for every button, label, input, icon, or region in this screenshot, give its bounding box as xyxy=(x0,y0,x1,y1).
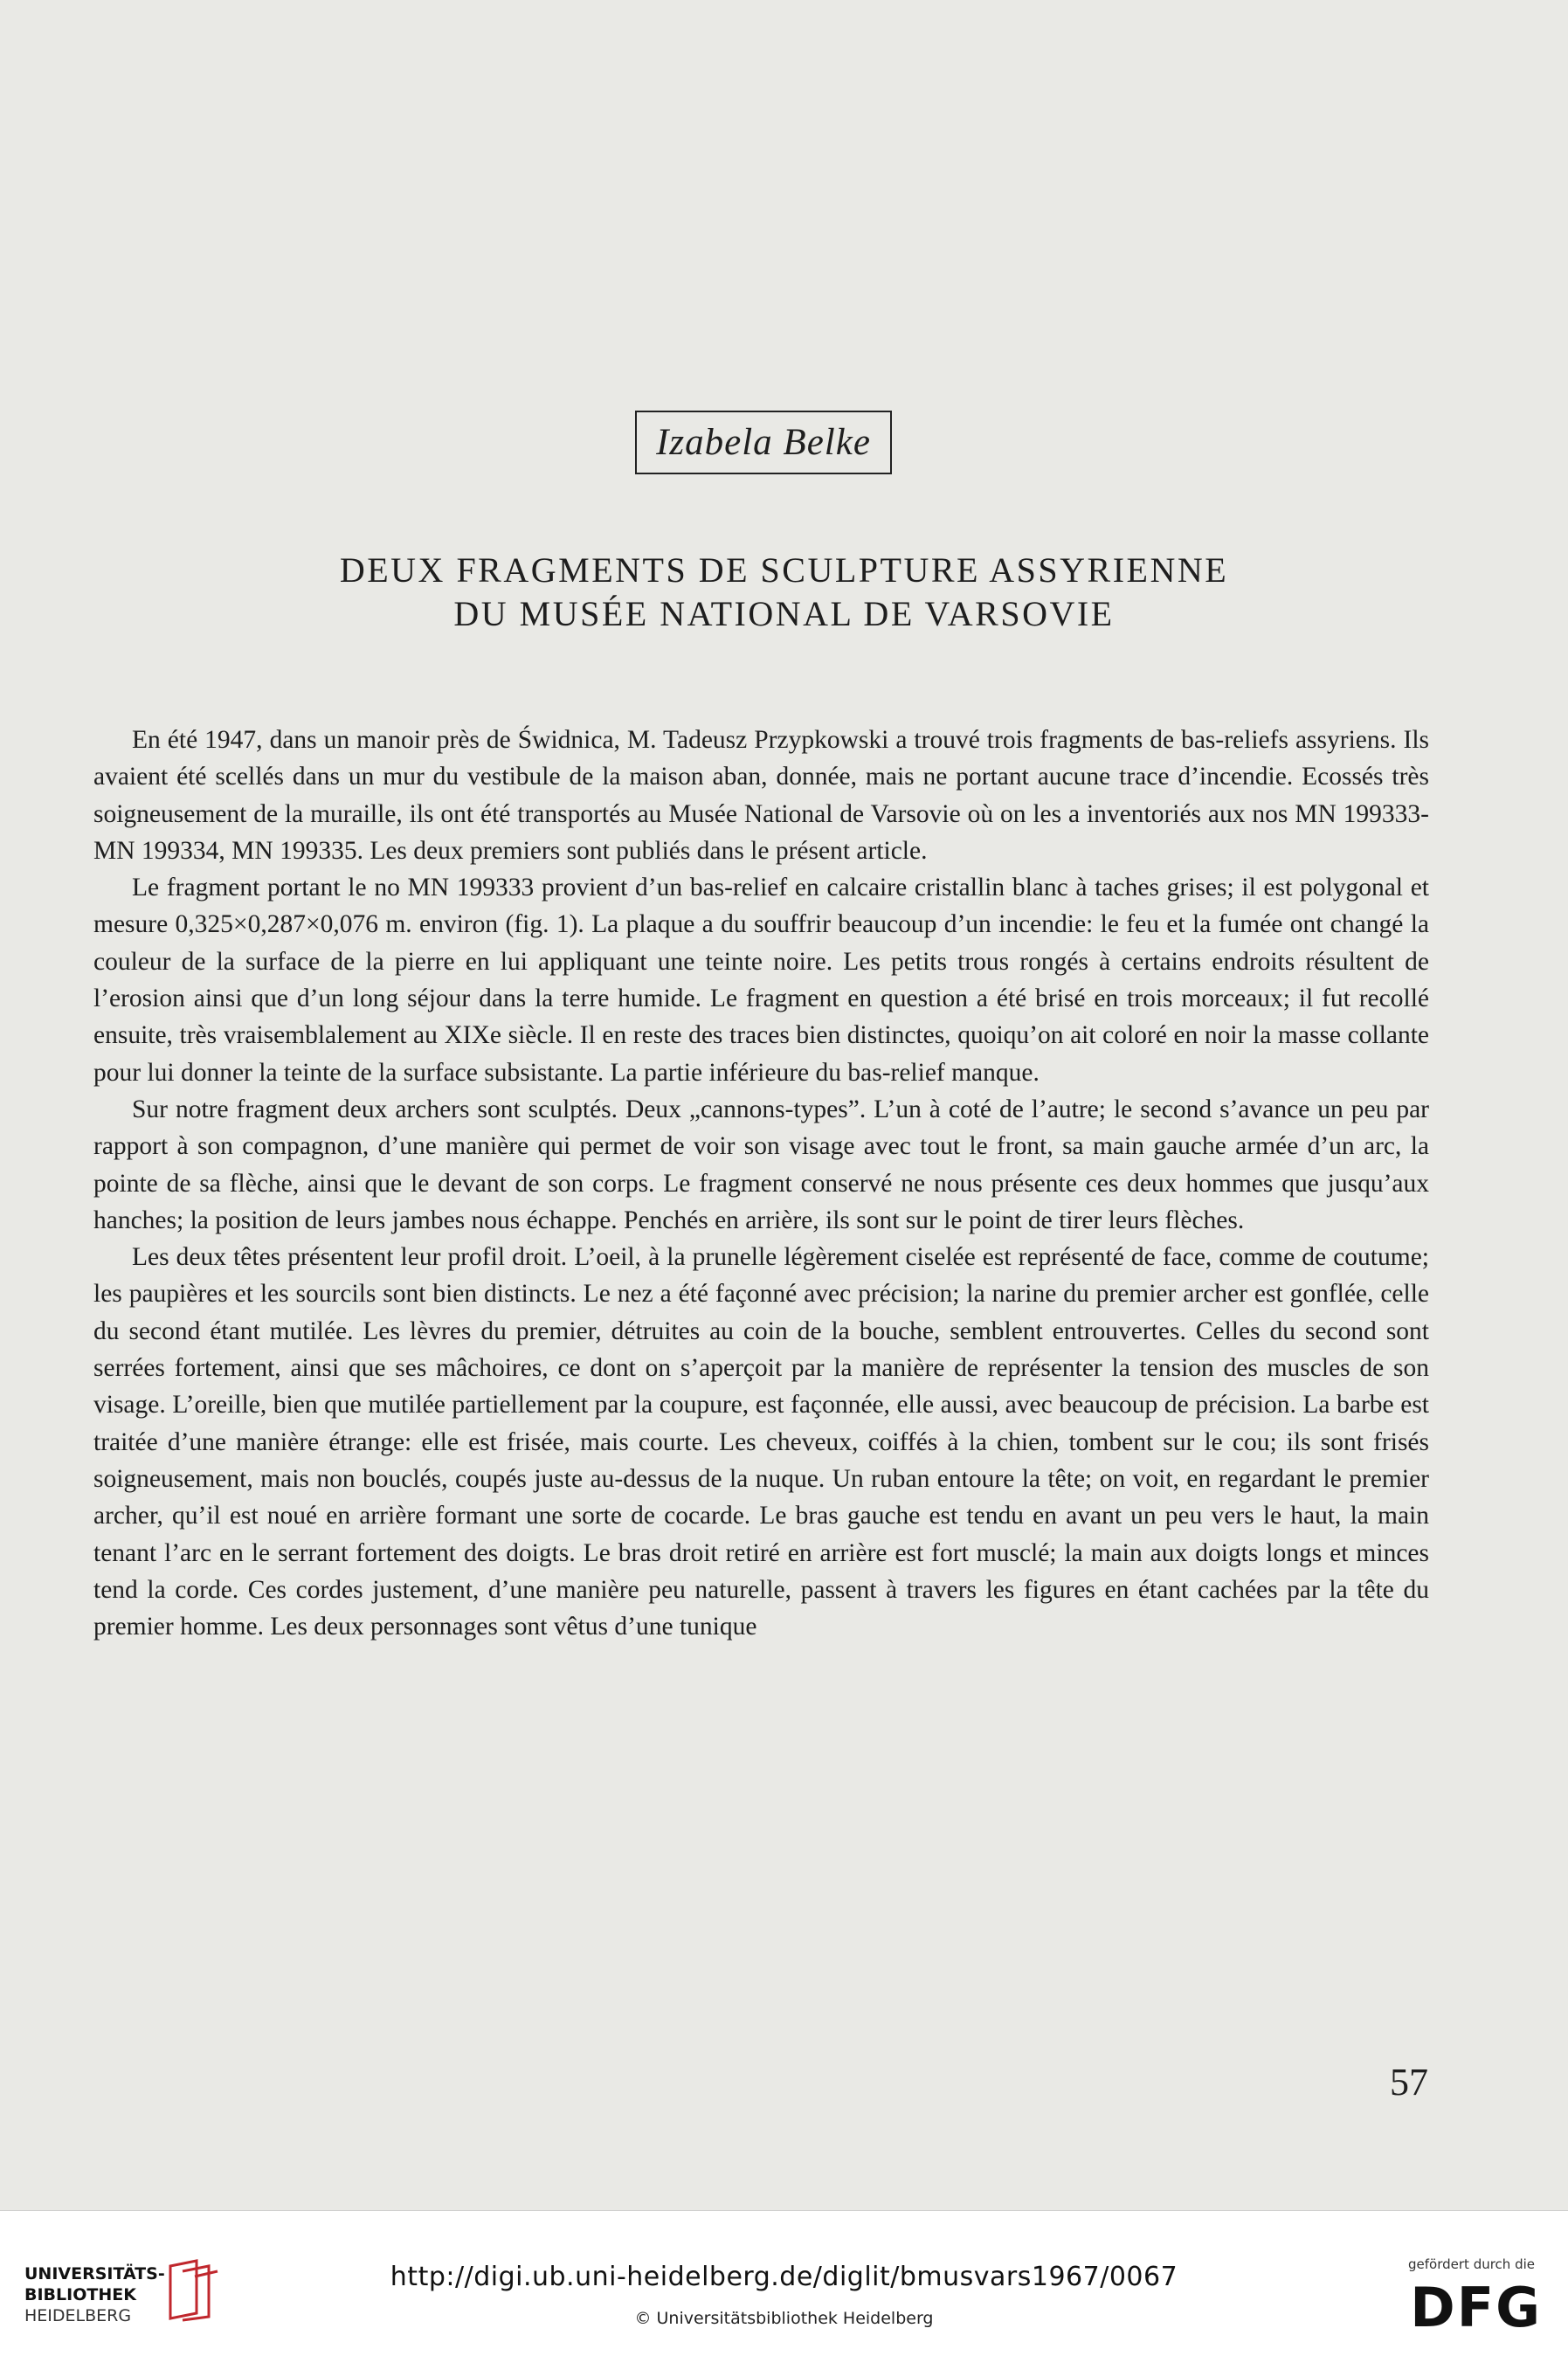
copyright-notice: © Universitätsbibliothek Heidelberg xyxy=(634,2309,934,2328)
funder-label: gefördert durch die xyxy=(1408,2256,1535,2272)
paragraph-3: Sur notre fragment deux archers sont sculptés. Deux „cannons-types”. L’un à coté de l’autre; le second s’avance un peu par rapport à son compagnon, d’une manière qui permet de voir son visage avec tout le front, sa main gauche armée d’un arc, la pointe de sa flèche, ainsi que le devant de son corps. Le fragment conservé ne nous présente ces deux hommes que jusqu’aux hanches; la position de leurs jambes nous échappe. Penchés en arrière, ils sont sur le point de tirer leurs flèches. xyxy=(93,1095,1429,1234)
dfg-logo: DFG xyxy=(1410,2276,1542,2339)
article-title xyxy=(0,549,1568,636)
title-line-2: DU MUSÉE NATIONAL DE VARSOVIE xyxy=(453,594,1115,633)
title-line-1: DEUX FRAGMENTS DE SCULPTURE ASSYRIENNE xyxy=(339,550,1229,590)
digitization-footer xyxy=(0,2210,1568,2356)
page-number: 57 xyxy=(1390,2061,1428,2104)
permalink[interactable]: http://digi.ub.uni-heidelberg.de/diglit/bmusvars1967/0067 xyxy=(390,2262,1178,2292)
library-line-1: UNIVERSITÄTS- xyxy=(24,2264,165,2283)
article-body xyxy=(93,722,1429,1645)
author-name: Izabela Belke xyxy=(635,411,892,474)
library-line-3: HEIDELBERG xyxy=(24,2306,132,2325)
library-line-2: BIBLIOTHEK xyxy=(24,2285,136,2304)
paragraph-2: Le fragment portant le no MN 199333 provient d’un bas-relief en calcaire cristallin blanc à taches grises; il est polygonal et mesure 0,325×0,287×0,076 m. environ (fig. 1). La plaque a du souffrir beaucoup d’un incendie: le feu et la fumée ont changé la couleur de la surface de la pierre en lui appliquant une teinte noire. Les petits trous rongés à certains endroits résultent de l’erosion ainsi que d’un long séjour dans la terre humide. Le fragment en question a été brisé en trois morceaux; il fut recollé ensuite, très vraisemblalement au XIXe siècle. Il en reste des traces bien distinctes, quoiqu’on ait coloré en noir la masse collante pour lui donner la teinte de la surface subsistante. La partie inférieure du bas-relief manque. xyxy=(93,874,1429,1087)
paragraph-4: Les deux têtes présentent leur profil droit. L’oeil, à la prunelle légèrement ciselée est représenté de face, comme de coutume; les paupières et les sourcils sont bien distincts. Le nez a été façonné avec précision; la narine du premier archer est gonflée, celle du second étant mutilée. Les lèvres du premier, détruites au coin de la bouche, semblent entrouvertes. Celles du second sont serrées fortement, ainsi que ses mâchoires, ce dont on s’aperçoit par la manière de représenter la tension des muscles de son visage. L’oreille, bien que mutilée partiellement par la coupure, est façonnée, elle aussi, avec beaucoup de précision. La barbe est traitée d’une manière étrange: elle est frisée, mais courte. Les cheveux, coiffés à la chien, tombent sur le cou; ils sont frisés soigneusement, mais non bouclés, coupés juste au-dessus de la nuque. Un ruban entoure la tête; on voit, en regardant le premier archer, qu’il est noué en arrière formant une sorte de cocarde. Le bras gauche est tendu en avant un peu vers le haut, la main tenant l’arc en le serrant fortement des doigts. Le bras droit retiré en arrière est fort musclé; la main aux doigts longs et minces tend la corde. Ces cordes justement, d’une manière peu naturelle, passent à travers les figures en étant cachées par la tête du premier homme. Les deux personnages sont vêtus d’une tunique xyxy=(93,1243,1429,1641)
paragraph-1: En été 1947, dans un manoir près de Świdnica, M. Tadeusz Przypkowski a trouvé trois fragments de bas-reliefs assyriens. Ils avaient été scellés dans un mur du vestibule de la maison aban, donnée, mais ne portant aucune trace d’incendie. Ecossés très soigneusement de la muraille, ils ont été transportés au Musée National de Varsovie où on les a inventoriés aux nos MN 199333-MN 199334, MN 199335. Les deux premiers sont publiés dans le présent article. xyxy=(93,726,1429,865)
